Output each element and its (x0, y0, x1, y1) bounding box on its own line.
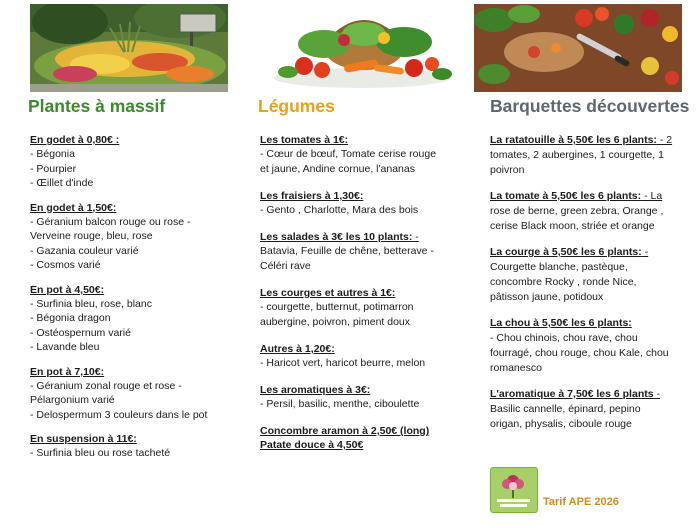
price-section (260, 230, 480, 274)
item-line: - Lavande bleu (30, 341, 100, 353)
price-section (490, 189, 695, 234)
item-line: - courgette, butternut, potimarron (260, 301, 414, 313)
item-line: Pélargonium varié (30, 394, 115, 406)
section-title (490, 133, 695, 148)
price-section (490, 387, 695, 432)
price-section (260, 189, 480, 218)
item-line: - Pourpier (30, 162, 77, 175)
item-line: Céléri rave (260, 260, 311, 272)
item-line: Verveine rouge, bleu, rose (30, 230, 153, 242)
item-line: concombre Rocky , ronde Nice, (490, 276, 637, 288)
item-line: - Persil, basilic, menthe, ciboulette (260, 398, 420, 410)
item-line: - Surfinia bleu, rose, blanc (30, 297, 152, 310)
item-line: - Delospermum 3 couleurs dans le pot (30, 408, 208, 421)
item-line: - Œillet d'inde (30, 177, 94, 189)
price-section (30, 201, 248, 273)
nursery-logo (490, 467, 538, 513)
section-title-suffix: - (641, 246, 649, 258)
item-line: tomates, 2 aubergines, 1 courgette, 1 (490, 149, 664, 161)
item-line: - Gento , Charlotte, Mara des bois (260, 204, 419, 216)
item-line: Basilic cannelle, épinard, pepino (490, 403, 641, 415)
section-title: La chou à 5,50€ les 6 plants: (490, 317, 632, 329)
item-line: - Cosmos varié (30, 259, 101, 271)
item-line: poivron (490, 164, 525, 176)
item-line: - Ostéospernum varié (30, 326, 131, 339)
price-section (490, 245, 695, 305)
item-line: rose de berne, green zebra, Orange , (490, 205, 664, 217)
section-title: Autres à 1,20€: (260, 343, 335, 355)
item-line: Batavia, Feuille de chêne, betterave - (260, 245, 434, 257)
price-section (260, 342, 480, 371)
section-title: Patate douce à 4,50€ (260, 439, 364, 451)
item-line: cerise Black moon, striée et orange (490, 220, 655, 232)
item-line: - Cœur de bœuf, Tomate cerise rouge (260, 148, 437, 160)
item-line: - Surfinia bleu ou rose tacheté (30, 447, 171, 459)
item-line: origan, physalis, ciboule rouge (490, 418, 632, 430)
section-heading-barquettes: Barquettes découvertes (490, 96, 690, 116)
item-line: - Géranium zonal rouge et rose - (30, 379, 182, 392)
section-title: Les aromatiques à 3€: (260, 384, 371, 396)
item-line: - Bégonia dragon (30, 312, 111, 324)
price-section (30, 365, 248, 423)
flower-logo-icon (491, 468, 536, 511)
section-title-text: La ratatouille à 5,50€ les 6 plants: (490, 134, 657, 146)
item-line: - Bégonia (30, 148, 75, 160)
item-line: et jaune, Andine cornue, l'ananas (260, 163, 415, 175)
section-heading-legumes: Légumes (258, 96, 335, 116)
price-section (30, 432, 248, 461)
section-title: Les fraisiers à 1,30€: (260, 190, 364, 202)
section-title: Les tomates à 1€: (260, 134, 349, 146)
column-legumes (258, 0, 480, 528)
price-section (260, 383, 480, 412)
flower-bed-image (30, 4, 228, 92)
cutting-board-image (474, 4, 682, 92)
section-title: Les courges et autres à 1€: (260, 287, 396, 299)
price-section (260, 286, 480, 330)
section-title (490, 189, 695, 204)
item-line: - Gazania couleur varié (30, 244, 139, 257)
price-section (490, 316, 695, 376)
price-section (260, 424, 480, 452)
flower-bed-photo (30, 4, 228, 92)
price-section (30, 283, 248, 355)
item-line: romanesco (490, 362, 542, 374)
cutting-board-photo (474, 4, 682, 92)
section-title-suffix: - (653, 388, 660, 400)
section-title (490, 245, 695, 260)
price-section (260, 133, 480, 177)
price-section (30, 133, 248, 191)
item-line: - Chou chinois, chou rave, chou (490, 332, 638, 344)
section-title-suffix: - La (641, 190, 663, 202)
section-title-suffix: - 2 (656, 134, 673, 146)
price-list (30, 133, 248, 471)
section-title: En pot à 7,10€: (30, 365, 105, 378)
section-title (260, 230, 480, 244)
section-title (490, 387, 695, 402)
item-line: - Haricot vert, haricot beurre, melon (260, 357, 426, 369)
price-list-tag: Tarif APE 2026 (543, 496, 619, 508)
section-title: En godet à 1,50€: (30, 201, 117, 214)
price-list (260, 133, 480, 452)
column-plantes (26, 0, 248, 528)
section-title: En godet à 0,80€ : (30, 134, 120, 146)
section-title-text: La tomate à 5,50€ les 6 plants: (490, 190, 642, 202)
item-line: aubergine, poivron, piment doux (260, 316, 411, 328)
section-title-text: Les salades à 3€ les 10 plants: (260, 231, 413, 243)
section-title: En pot à 4,50€: (30, 283, 105, 296)
section-title: En suspension à 11€: (30, 433, 137, 445)
section-title-suffix: - (412, 231, 419, 243)
section-title-text: La courge à 5,50€ les 6 plants: (490, 246, 642, 258)
vegetables-basket-photo (264, 4, 460, 92)
item-line: - Géranium balcon rouge ou rose - (30, 215, 191, 228)
section-heading-plantes: Plantes à massif (28, 96, 166, 116)
item-line: fourragé, chou rouge, chou Kale, chou (490, 347, 669, 359)
column-barquettes (490, 0, 695, 528)
vegetables-basket-image (264, 4, 460, 92)
price-section (490, 133, 695, 178)
section-title: Concombre aramon à 2,50€ (long) (260, 425, 430, 437)
item-line: Courgette blanche, pastèque, (490, 261, 628, 273)
section-title-text: L'aromatique à 7,50€ les 6 plants (490, 388, 654, 400)
price-list (490, 133, 695, 443)
item-line: pâtisson jaune, potidoux (490, 291, 604, 303)
